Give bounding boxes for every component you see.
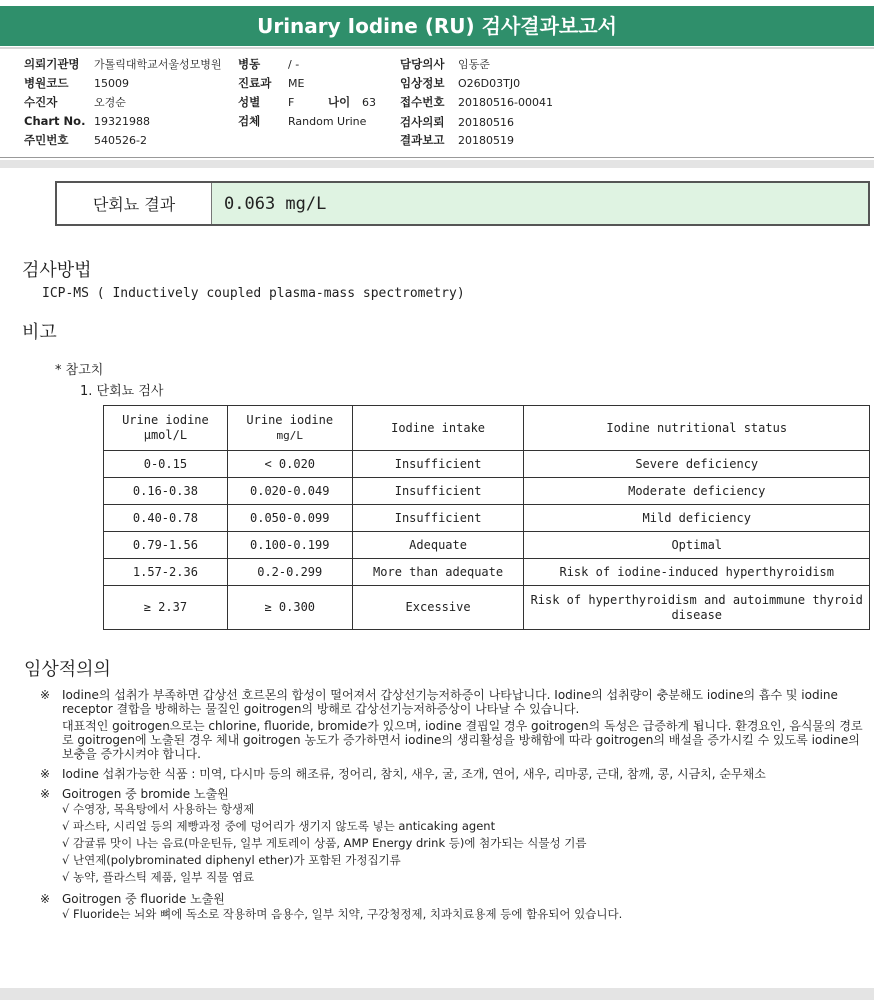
note-title: Goitrogen 중 fluoride 노출원 [62,892,225,906]
check-icon: √ [62,907,70,921]
list-item: √ 감귤류 맛이 나는 음료(마운틴듀, 일부 게토레이 상품, AMP Energy drink 등)에 첨가되는 식물성 기름 [62,836,587,850]
clinical-heading: 임상적의의 [24,659,111,680]
result-label: 단회뇨 결과 [57,183,212,224]
list-item: √ 농약, 플라스틱 제품, 일부 직물 염료 [62,870,255,884]
info-row-clinical-info: 임상정보 O26D03TJ0 [400,76,521,90]
report-title: Urinary Iodine (RU) 검사결과보고서 [0,6,874,46]
info-row-sex: 성별 F [238,95,295,109]
check-icon: √ [62,819,70,833]
clinical-notes [40,688,870,929]
method-text: ICP-MS ( Inductively coupled plasma-mass spectrometry) [42,286,465,301]
reference-mark-icon: ※ [40,688,51,702]
title-divider [0,47,874,49]
header-mgl: Urine iodine mg/L [227,406,352,451]
header-umol: Urine iodine μmol/L [104,406,228,451]
section-divider [0,157,874,158]
bromide-list [62,801,870,886]
table-header-row [104,406,870,451]
info-row-ward: 병동 / - [238,57,300,71]
info-row-request-date: 검사의뢰 20180516 [400,115,514,129]
footer-band [0,988,874,1000]
reference-subtitle: 1. 단회뇨 검사 [80,384,164,399]
header-status: Iodine nutritional status [524,406,870,451]
note-fluoride-sources [40,892,870,923]
method-heading: 검사방법 [22,260,92,281]
list-item: √ Fluoride는 뇌와 뼈에 독소로 작용하며 음용수, 일부 치약, 구강청정제, 치과치료용제 등에 함유되어 있습니다. [62,907,623,921]
reference-mark-icon: ※ [40,787,51,801]
table-row: 0.16-0.38 0.020-0.049 Insufficient Moderate deficiency [104,478,870,505]
note-title: Goitrogen 중 bromide 노출원 [62,787,229,801]
table-row: 0-0.15 < 0.020 Insufficient Severe deficiency [104,451,870,478]
info-row-age: 나이 63 [328,95,376,109]
fluoride-list [62,906,870,923]
info-row-patient: 수진자 오경순 [24,95,126,109]
list-item: √ 파스타, 시리얼 등의 제빵과정 중에 덩어리가 생기지 않도록 넣는 anticaking agent [62,819,496,833]
result-value: 0.063 mg/L [212,183,868,224]
info-row-report-date: 결과보고 20180519 [400,133,514,147]
table-row: ≥ 2.37 ≥ 0.300 Excessive Risk of hyperthyroidism and autoimmune thyroid disease [104,586,870,630]
check-icon: √ [62,802,70,816]
info-row-doctor: 담당의사 임동준 [400,57,490,71]
info-row-hospital-code: 병원코드 15009 [24,76,129,90]
note-paragraph: Iodine 섭취가능한 식품 : 미역, 다시마 등의 해조류, 정어리, 참치, 새우, 굴, 조개, 연어, 새우, 리마콩, 근대, 참깨, 콩, 시금치, 순무채소 [62,767,766,781]
note-iodine-deficiency [40,688,870,761]
table-row: 0.40-0.78 0.050-0.099 Insufficient Mild deficiency [104,505,870,532]
table-row: 0.79-1.56 0.100-0.199 Adequate Optimal [104,532,870,559]
note-iodine-foods [40,767,870,781]
check-icon: √ [62,870,70,884]
note-paragraph: Iodine의 섭취가 부족하면 갑상선 호르몬의 합성이 떨어져서 갑상선기능저하증이 나타납니다. Iodine의 섭취량이 충분해도 iodine의 흡수 및 iodine receptor 결합을 방해하는 물질인 goitrogen의 방해로 갑상선기능저하증상이 나타날 수 있습니다. [62,688,838,716]
note-paragraph: 대표적인 goitrogen으로는 chlorine, fluoride, bromide가 있으며, iodine 결핍일 경우 goitrogen의 독성은 급증하게 됩니다. 환경요인, 음식물의 경로로 goitrogen에 노출된 경우 체내 goitrogen 농도가 증가하면서 iodine의 생리활성을 방해함에 따라 goitrogen의 배설을 증가시킬 수 있도록 iodine의 보충을 증가시켜야 합니다. [62,719,863,761]
list-item: √ 난연제(polybrominated diphenyl ether)가 포함된 가정집기류 [62,853,401,867]
info-row-resident-no: 주민번호 540526-2 [24,133,147,147]
reference-title: * 참고치 [55,363,104,378]
info-row-accession-no: 접수번호 20180516-00041 [400,95,553,109]
table-row: 1.57-2.36 0.2-0.299 More than adequate Risk of iodine-induced hyperthyroidism [104,559,870,586]
info-row-department: 진료과 ME [238,76,305,90]
reference-mark-icon: ※ [40,767,51,781]
check-icon: √ [62,853,70,867]
note-bromide-sources [40,787,870,886]
info-row-chart-no: Chart No. 19321988 [24,114,150,128]
info-row-institution: 의뢰기관명 가톨릭대학교서울성모병원 [24,57,222,71]
reference-mark-icon: ※ [40,892,51,906]
section-band [0,160,874,168]
check-icon: √ [62,836,70,850]
list-item: √ 수영장, 목욕탕에서 사용하는 항생제 [62,802,255,816]
info-row-specimen: 검체 Random Urine [238,114,367,128]
result-box [55,181,870,226]
header-intake: Iodine intake [352,406,524,451]
remarks-heading: 비고 [22,322,57,343]
reference-table [103,405,870,630]
